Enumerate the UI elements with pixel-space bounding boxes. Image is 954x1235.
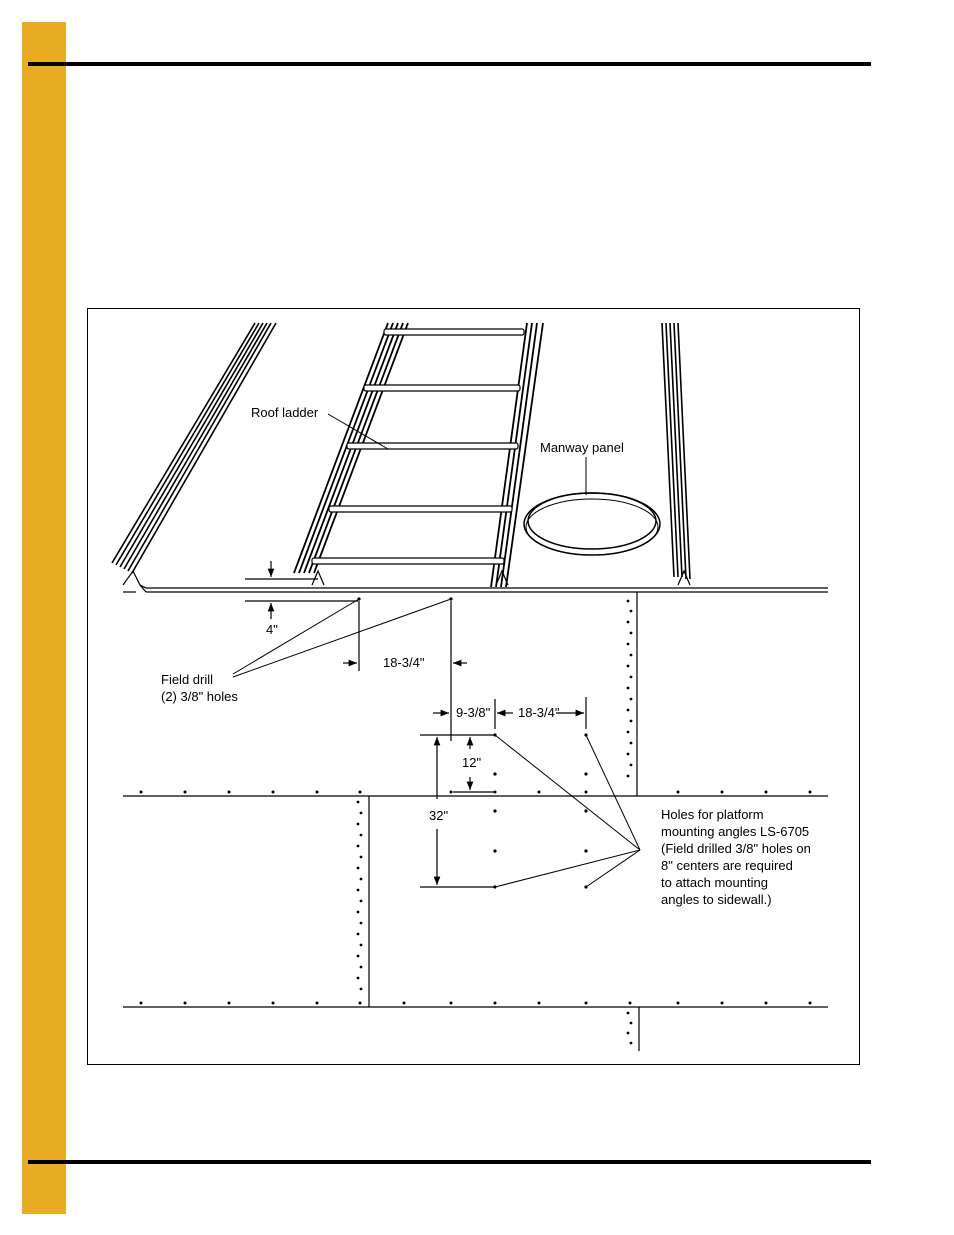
mounting-holes — [357, 597, 587, 888]
roof-ladder-label: Roof ladder — [251, 405, 319, 420]
holes-note-1: Holes for platform — [661, 807, 764, 822]
holes-note-4: 8" centers are required — [661, 858, 793, 873]
holes-note-2: mounting angles LS-6705 — [661, 824, 810, 839]
dim-18-3-4-a-label: 18-3/4" — [383, 655, 425, 670]
eave-line — [123, 571, 828, 592]
dim-4in-label: 4" — [266, 622, 278, 637]
top-rule — [28, 62, 871, 66]
bottom-rule — [28, 1160, 871, 1164]
ladder-right-rail — [491, 323, 543, 587]
field-drill-label-2: (2) 3/8" holes — [161, 689, 238, 704]
dim-9-3-8-label: 9-3/8" — [456, 705, 491, 720]
manway-panel-label: Manway panel — [540, 440, 624, 455]
roof-ladder-diagram — [88, 309, 861, 1066]
right-roof-rib — [662, 323, 690, 579]
dim-18-3-4-a — [343, 601, 467, 741]
holes-note-3: (Field drilled 3/8" holes on — [661, 841, 811, 856]
dim-12in — [420, 735, 495, 792]
side-color-tab — [22, 22, 66, 1214]
field-drill-label-1: Field drill — [161, 672, 214, 687]
upper-seam — [627, 592, 637, 796]
holes-note-5: to attach mounting — [661, 875, 768, 890]
holes-note-6: angles to sidewall.) — [661, 892, 772, 907]
manway-panel — [524, 493, 660, 555]
dim-12in-label: 12" — [462, 755, 482, 770]
dim-32in-label: 32" — [429, 808, 449, 823]
ladder-rungs — [312, 329, 524, 564]
dim-4in — [245, 561, 358, 619]
figure-frame — [87, 308, 860, 1065]
left-roof-rib — [112, 323, 276, 573]
dim-18-3-4-b-label: 18-3/4" — [518, 705, 560, 720]
